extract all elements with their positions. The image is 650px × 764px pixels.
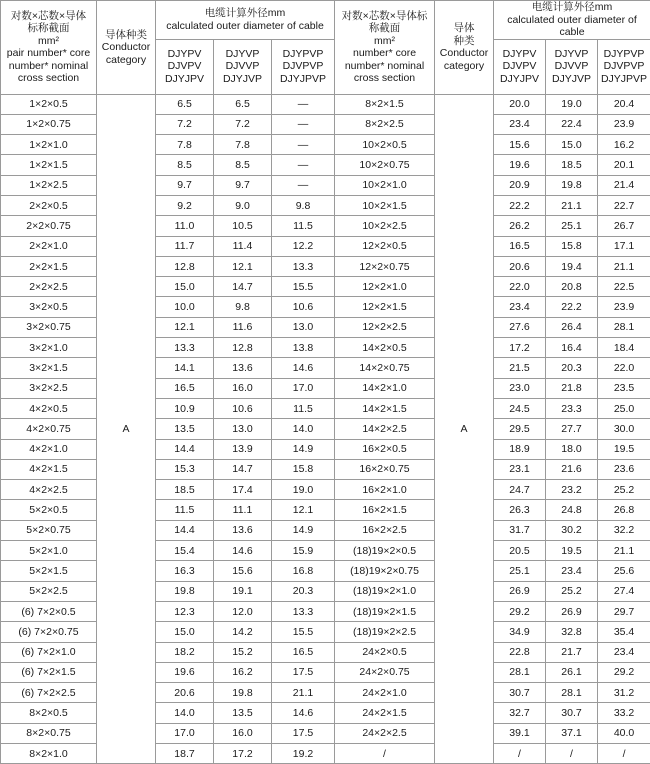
right-djypvp-cell: 29.2 bbox=[598, 662, 650, 682]
left-djypv-cell: 14.4 bbox=[156, 439, 214, 459]
left-djypvp-cell: 15.5 bbox=[272, 622, 335, 642]
right-djypv-cell: 26.2 bbox=[494, 216, 546, 236]
left-djyvp-cell: 16.0 bbox=[214, 723, 272, 743]
right-size-cell: 24×2×1.0 bbox=[335, 683, 435, 703]
left-djypv-cell: 11.5 bbox=[156, 500, 214, 520]
left-djyvp-cell: 8.5 bbox=[214, 155, 272, 175]
left-size-cell: 1×2×2.5 bbox=[1, 175, 97, 195]
left-djypv-cell: 18.5 bbox=[156, 480, 214, 500]
left-djyvp-cell: 14.2 bbox=[214, 622, 272, 642]
right-djypvp-cell: 18.4 bbox=[598, 338, 650, 358]
left-djypvp-cell: — bbox=[272, 114, 335, 134]
left-djyvp-cell: 10.6 bbox=[214, 398, 272, 418]
left-djyvp-cell: 13.0 bbox=[214, 419, 272, 439]
right-djypvp-cell: 23.4 bbox=[598, 642, 650, 662]
left-djypv-cell: 18.2 bbox=[156, 642, 214, 662]
right-djypv-cell: 16.5 bbox=[494, 236, 546, 256]
left-size-cell: 3×2×0.75 bbox=[1, 317, 97, 337]
left-djypvp-cell: 17.0 bbox=[272, 378, 335, 398]
left-size-cell: 4×2×0.5 bbox=[1, 398, 97, 418]
right-djyvp-cell: 30.7 bbox=[546, 703, 598, 723]
right-djyvp-cell: 30.2 bbox=[546, 520, 598, 540]
right-size-cell: 12×2×1.0 bbox=[335, 277, 435, 297]
right-djypv-cell: 32.7 bbox=[494, 703, 546, 723]
right-djypv-cell: 20.0 bbox=[494, 94, 546, 114]
right-djypv-cell: 30.7 bbox=[494, 683, 546, 703]
left-djypv-cell: 11.0 bbox=[156, 216, 214, 236]
right-djypvp-cell: 23.6 bbox=[598, 459, 650, 479]
right-size-cell: 16×2×1.0 bbox=[335, 480, 435, 500]
left-size-cell: 4×2×2.5 bbox=[1, 480, 97, 500]
right-djyvp-cell: 23.3 bbox=[546, 398, 598, 418]
right-djypv-cell: 25.1 bbox=[494, 561, 546, 581]
left-djypv-cell: 16.3 bbox=[156, 561, 214, 581]
diameter-header-left: 电缆计算外径mm calculated outer diameter of cable bbox=[156, 1, 335, 40]
left-djypvp-cell: 16.8 bbox=[272, 561, 335, 581]
left-size-cell: (6) 7×2×0.5 bbox=[1, 601, 97, 621]
left-djyvp-cell: 17.4 bbox=[214, 480, 272, 500]
left-djyvp-cell: 12.1 bbox=[214, 256, 272, 276]
left-size-cell: 5×2×0.75 bbox=[1, 520, 97, 540]
right-size-cell: / bbox=[335, 744, 435, 764]
type-group-right-3: DJYPVP DJVPVP DJYJPVP bbox=[598, 39, 650, 94]
right-size-cell: (18)19×2×0.75 bbox=[335, 561, 435, 581]
right-djypvp-cell: 26.8 bbox=[598, 500, 650, 520]
left-djypvp-cell: 10.6 bbox=[272, 297, 335, 317]
right-size-cell: 16×2×2.5 bbox=[335, 520, 435, 540]
right-djypvp-cell: 16.2 bbox=[598, 135, 650, 155]
left-size-cell: 1×2×1.5 bbox=[1, 155, 97, 175]
right-djyvp-cell: 25.2 bbox=[546, 581, 598, 601]
right-djypv-cell: 39.1 bbox=[494, 723, 546, 743]
left-djypvp-cell: 14.6 bbox=[272, 703, 335, 723]
right-djyvp-cell: 20.8 bbox=[546, 277, 598, 297]
right-djypvp-cell: 31.2 bbox=[598, 683, 650, 703]
right-djyvp-cell: 26.1 bbox=[546, 662, 598, 682]
left-djypv-cell: 12.8 bbox=[156, 256, 214, 276]
right-djyvp-cell: 16.4 bbox=[546, 338, 598, 358]
left-size-cell: 3×2×1.5 bbox=[1, 358, 97, 378]
left-djypvp-cell: 12.2 bbox=[272, 236, 335, 256]
right-djyvp-cell: 37.1 bbox=[546, 723, 598, 743]
left-djyvp-cell: 7.8 bbox=[214, 135, 272, 155]
left-djyvp-cell: 14.7 bbox=[214, 277, 272, 297]
right-size-cell: 10×2×2.5 bbox=[335, 216, 435, 236]
right-djypv-cell: / bbox=[494, 744, 546, 764]
right-djypv-cell: 20.6 bbox=[494, 256, 546, 276]
right-djyvp-cell: 19.0 bbox=[546, 94, 598, 114]
left-djypvp-cell: 13.0 bbox=[272, 317, 335, 337]
left-djypv-cell: 14.0 bbox=[156, 703, 214, 723]
left-djyvp-cell: 13.6 bbox=[214, 358, 272, 378]
right-djyvp-cell: 25.1 bbox=[546, 216, 598, 236]
right-djyvp-cell: 20.3 bbox=[546, 358, 598, 378]
left-djyvp-cell: 12.8 bbox=[214, 338, 272, 358]
left-djypv-cell: 19.8 bbox=[156, 581, 214, 601]
right-djypv-cell: 18.9 bbox=[494, 439, 546, 459]
right-djypvp-cell: / bbox=[598, 744, 650, 764]
right-djypvp-cell: 21.4 bbox=[598, 175, 650, 195]
right-djypvp-cell: 25.6 bbox=[598, 561, 650, 581]
right-djyvp-cell: 28.1 bbox=[546, 683, 598, 703]
left-djypv-cell: 6.5 bbox=[156, 94, 214, 114]
right-djypv-cell: 29.2 bbox=[494, 601, 546, 621]
right-djyvp-cell: 15.0 bbox=[546, 135, 598, 155]
right-djypvp-cell: 20.4 bbox=[598, 94, 650, 114]
left-size-cell: 5×2×1.5 bbox=[1, 561, 97, 581]
left-djypv-cell: 10.9 bbox=[156, 398, 214, 418]
right-size-cell: (18)19×2×2.5 bbox=[335, 622, 435, 642]
right-djypvp-cell: 26.7 bbox=[598, 216, 650, 236]
left-size-cell: 1×2×0.5 bbox=[1, 94, 97, 114]
right-djyvp-cell: 27.7 bbox=[546, 419, 598, 439]
right-djypvp-cell: 33.2 bbox=[598, 703, 650, 723]
left-djypv-cell: 7.8 bbox=[156, 135, 214, 155]
left-djypv-cell: 9.2 bbox=[156, 195, 214, 215]
diameter-header-right: 电缆计算外径mm calculated outer diameter of cable bbox=[494, 1, 650, 40]
left-size-cell: (6) 7×2×2.5 bbox=[1, 683, 97, 703]
left-djyvp-cell: 12.0 bbox=[214, 601, 272, 621]
left-djypv-cell: 16.5 bbox=[156, 378, 214, 398]
left-djypv-cell: 7.2 bbox=[156, 114, 214, 134]
left-djyvp-cell: 14.7 bbox=[214, 459, 272, 479]
left-djypvp-cell: 14.6 bbox=[272, 358, 335, 378]
type-group-right-1: DJYPV DJVPV DJYJPV bbox=[494, 39, 546, 94]
right-djypv-cell: 21.5 bbox=[494, 358, 546, 378]
left-size-cell: 5×2×1.0 bbox=[1, 541, 97, 561]
category-cell-right: A bbox=[435, 94, 494, 764]
left-djypv-cell: 14.1 bbox=[156, 358, 214, 378]
right-djypv-cell: 24.7 bbox=[494, 480, 546, 500]
right-djyvp-cell: 19.4 bbox=[546, 256, 598, 276]
type-group-left-1: DJYPV DJVPV DJYJPV bbox=[156, 39, 214, 94]
left-djypvp-cell: 20.3 bbox=[272, 581, 335, 601]
right-djypvp-cell: 23.9 bbox=[598, 114, 650, 134]
left-djyvp-cell: 19.8 bbox=[214, 683, 272, 703]
right-djypvp-cell: 21.1 bbox=[598, 541, 650, 561]
left-djypvp-cell: 19.0 bbox=[272, 480, 335, 500]
left-djypvp-cell: 17.5 bbox=[272, 723, 335, 743]
table-row bbox=[1, 94, 650, 114]
right-djyvp-cell: 32.8 bbox=[546, 622, 598, 642]
left-djypvp-cell: — bbox=[272, 155, 335, 175]
left-djypvp-cell: 15.9 bbox=[272, 541, 335, 561]
left-djypvp-cell: 13.3 bbox=[272, 256, 335, 276]
left-djyvp-cell: 15.2 bbox=[214, 642, 272, 662]
right-djyvp-cell: 23.2 bbox=[546, 480, 598, 500]
left-size-cell: 2×2×0.5 bbox=[1, 195, 97, 215]
right-size-cell: 24×2×0.75 bbox=[335, 662, 435, 682]
right-size-cell: (18)19×2×0.5 bbox=[335, 541, 435, 561]
left-size-cell: (6) 7×2×1.5 bbox=[1, 662, 97, 682]
right-size-cell: 16×2×0.75 bbox=[335, 459, 435, 479]
left-size-cell: 3×2×0.5 bbox=[1, 297, 97, 317]
left-djypvp-cell: 13.3 bbox=[272, 601, 335, 621]
right-djypv-cell: 28.1 bbox=[494, 662, 546, 682]
right-djypvp-cell: 22.5 bbox=[598, 277, 650, 297]
left-djypv-cell: 17.0 bbox=[156, 723, 214, 743]
left-djypv-cell: 8.5 bbox=[156, 155, 214, 175]
right-djyvp-cell: 18.5 bbox=[546, 155, 598, 175]
left-djyvp-cell: 14.6 bbox=[214, 541, 272, 561]
category-cell-left: A bbox=[97, 94, 156, 764]
left-djyvp-cell: 10.5 bbox=[214, 216, 272, 236]
left-size-cell: (6) 7×2×0.75 bbox=[1, 622, 97, 642]
right-djypvp-cell: 28.1 bbox=[598, 317, 650, 337]
left-djypvp-cell: 9.8 bbox=[272, 195, 335, 215]
left-size-cell: 1×2×0.75 bbox=[1, 114, 97, 134]
left-djyvp-cell: 6.5 bbox=[214, 94, 272, 114]
right-size-cell: 14×2×1.0 bbox=[335, 378, 435, 398]
left-djypvp-cell: 14.9 bbox=[272, 520, 335, 540]
left-djyvp-cell: 11.4 bbox=[214, 236, 272, 256]
right-size-cell: (18)19×2×1.0 bbox=[335, 581, 435, 601]
right-size-cell: 16×2×1.5 bbox=[335, 500, 435, 520]
right-djyvp-cell: 26.4 bbox=[546, 317, 598, 337]
left-djypv-cell: 12.3 bbox=[156, 601, 214, 621]
right-size-cell: 12×2×0.75 bbox=[335, 256, 435, 276]
left-djypv-cell: 11.7 bbox=[156, 236, 214, 256]
right-djypvp-cell: 23.9 bbox=[598, 297, 650, 317]
left-djypv-cell: 14.4 bbox=[156, 520, 214, 540]
left-djypv-cell: 15.3 bbox=[156, 459, 214, 479]
right-djypvp-cell: 25.2 bbox=[598, 480, 650, 500]
right-djypv-cell: 22.8 bbox=[494, 642, 546, 662]
left-djyvp-cell: 11.1 bbox=[214, 500, 272, 520]
right-djyvp-cell: 21.8 bbox=[546, 378, 598, 398]
right-djypvp-cell: 40.0 bbox=[598, 723, 650, 743]
left-djyvp-cell: 16.2 bbox=[214, 662, 272, 682]
right-size-cell: 8×2×2.5 bbox=[335, 114, 435, 134]
left-djyvp-cell: 11.6 bbox=[214, 317, 272, 337]
right-size-cell: 8×2×1.5 bbox=[335, 94, 435, 114]
right-djyvp-cell: 23.4 bbox=[546, 561, 598, 581]
right-djypv-cell: 23.4 bbox=[494, 297, 546, 317]
right-djypv-cell: 15.6 bbox=[494, 135, 546, 155]
right-djyvp-cell: 15.8 bbox=[546, 236, 598, 256]
left-djypvp-cell: 11.5 bbox=[272, 216, 335, 236]
left-size-cell: 8×2×1.0 bbox=[1, 744, 97, 764]
left-size-cell: 4×2×1.5 bbox=[1, 459, 97, 479]
right-djypv-cell: 17.2 bbox=[494, 338, 546, 358]
right-djypvp-cell: 17.1 bbox=[598, 236, 650, 256]
left-djypv-cell: 10.0 bbox=[156, 297, 214, 317]
left-djypv-cell: 18.7 bbox=[156, 744, 214, 764]
right-djyvp-cell: 21.1 bbox=[546, 195, 598, 215]
left-djypvp-cell: — bbox=[272, 94, 335, 114]
left-size-cell: 2×2×1.5 bbox=[1, 256, 97, 276]
right-size-cell: 10×2×1.0 bbox=[335, 175, 435, 195]
left-djyvp-cell: 13.6 bbox=[214, 520, 272, 540]
left-djypv-cell: 15.4 bbox=[156, 541, 214, 561]
right-djypv-cell: 22.2 bbox=[494, 195, 546, 215]
right-djypv-cell: 23.0 bbox=[494, 378, 546, 398]
type-group-right-2: DJYVP DJVVP DJYJVP bbox=[546, 39, 598, 94]
left-djypvp-cell: 12.1 bbox=[272, 500, 335, 520]
left-size-cell: 4×2×1.0 bbox=[1, 439, 97, 459]
right-size-cell: 24×2×0.5 bbox=[335, 642, 435, 662]
left-djyvp-cell: 9.7 bbox=[214, 175, 272, 195]
left-djypv-cell: 15.0 bbox=[156, 277, 214, 297]
right-djyvp-cell: 21.7 bbox=[546, 642, 598, 662]
right-djypvp-cell: 22.0 bbox=[598, 358, 650, 378]
right-size-cell: (18)19×2×1.5 bbox=[335, 601, 435, 621]
left-djypv-cell: 19.6 bbox=[156, 662, 214, 682]
right-djypvp-cell: 22.7 bbox=[598, 195, 650, 215]
left-size-cell: (6) 7×2×1.0 bbox=[1, 642, 97, 662]
left-size-cell: 3×2×2.5 bbox=[1, 378, 97, 398]
right-djypv-cell: 20.5 bbox=[494, 541, 546, 561]
right-djypv-cell: 23.1 bbox=[494, 459, 546, 479]
right-djypvp-cell: 29.7 bbox=[598, 601, 650, 621]
right-size-cell: 12×2×1.5 bbox=[335, 297, 435, 317]
category-header-right: 导体 种类 Conductor category bbox=[435, 1, 494, 95]
type-group-left-2: DJYVP DJVVP DJYJVP bbox=[214, 39, 272, 94]
right-djypvp-cell: 32.2 bbox=[598, 520, 650, 540]
left-size-cell: 8×2×0.5 bbox=[1, 703, 97, 723]
right-djyvp-cell: 19.8 bbox=[546, 175, 598, 195]
left-djypvp-cell: 15.8 bbox=[272, 459, 335, 479]
left-size-cell: 5×2×2.5 bbox=[1, 581, 97, 601]
right-djypvp-cell: 27.4 bbox=[598, 581, 650, 601]
left-djypvp-cell: — bbox=[272, 135, 335, 155]
left-djyvp-cell: 13.5 bbox=[214, 703, 272, 723]
right-djypv-cell: 26.3 bbox=[494, 500, 546, 520]
right-djypv-cell: 26.9 bbox=[494, 581, 546, 601]
left-djyvp-cell: 7.2 bbox=[214, 114, 272, 134]
left-djypv-cell: 13.3 bbox=[156, 338, 214, 358]
size-header-right: 对数×芯数×导体标 称截面 mm² number* core number* nominal cross section bbox=[335, 1, 435, 95]
left-djypv-cell: 20.6 bbox=[156, 683, 214, 703]
type-group-left-3: DJYPVP DJVPVP DJYJPVP bbox=[272, 39, 335, 94]
left-djyvp-cell: 16.0 bbox=[214, 378, 272, 398]
left-size-cell: 8×2×0.75 bbox=[1, 723, 97, 743]
right-size-cell: 14×2×0.5 bbox=[335, 338, 435, 358]
right-djyvp-cell: 22.2 bbox=[546, 297, 598, 317]
size-header-left: 对数×芯数×导体 标称截面 mm² pair number* core number* nominal cross section bbox=[1, 1, 97, 95]
left-size-cell: 2×2×0.75 bbox=[1, 216, 97, 236]
right-djyvp-cell: 21.6 bbox=[546, 459, 598, 479]
left-djypvp-cell: 15.5 bbox=[272, 277, 335, 297]
right-djypv-cell: 34.9 bbox=[494, 622, 546, 642]
right-size-cell: 14×2×0.75 bbox=[335, 358, 435, 378]
right-djypv-cell: 19.6 bbox=[494, 155, 546, 175]
table-body bbox=[1, 94, 650, 764]
left-djypvp-cell: 17.5 bbox=[272, 662, 335, 682]
left-size-cell: 3×2×1.0 bbox=[1, 338, 97, 358]
right-djypv-cell: 22.0 bbox=[494, 277, 546, 297]
left-djypv-cell: 12.1 bbox=[156, 317, 214, 337]
right-size-cell: 24×2×2.5 bbox=[335, 723, 435, 743]
left-djypvp-cell: 11.5 bbox=[272, 398, 335, 418]
right-djypv-cell: 31.7 bbox=[494, 520, 546, 540]
right-djyvp-cell: 22.4 bbox=[546, 114, 598, 134]
left-djypv-cell: 9.7 bbox=[156, 175, 214, 195]
right-size-cell: 24×2×1.5 bbox=[335, 703, 435, 723]
right-djypv-cell: 24.5 bbox=[494, 398, 546, 418]
left-size-cell: 5×2×0.5 bbox=[1, 500, 97, 520]
left-djyvp-cell: 17.2 bbox=[214, 744, 272, 764]
right-size-cell: 16×2×0.5 bbox=[335, 439, 435, 459]
right-size-cell: 12×2×2.5 bbox=[335, 317, 435, 337]
right-djypvp-cell: 19.5 bbox=[598, 439, 650, 459]
left-djypvp-cell: 14.0 bbox=[272, 419, 335, 439]
right-size-cell: 12×2×0.5 bbox=[335, 236, 435, 256]
right-djypv-cell: 20.9 bbox=[494, 175, 546, 195]
right-size-cell: 14×2×1.5 bbox=[335, 398, 435, 418]
right-djyvp-cell: / bbox=[546, 744, 598, 764]
right-djypvp-cell: 30.0 bbox=[598, 419, 650, 439]
right-size-cell: 10×2×1.5 bbox=[335, 195, 435, 215]
left-djypv-cell: 15.0 bbox=[156, 622, 214, 642]
left-djypvp-cell: 21.1 bbox=[272, 683, 335, 703]
right-djyvp-cell: 26.9 bbox=[546, 601, 598, 621]
right-djypv-cell: 23.4 bbox=[494, 114, 546, 134]
category-header-left: 导体种类 Conductor category bbox=[97, 1, 156, 95]
left-djypvp-cell: 13.8 bbox=[272, 338, 335, 358]
right-djyvp-cell: 18.0 bbox=[546, 439, 598, 459]
left-djyvp-cell: 9.8 bbox=[214, 297, 272, 317]
left-size-cell: 1×2×1.0 bbox=[1, 135, 97, 155]
left-size-cell: 2×2×1.0 bbox=[1, 236, 97, 256]
left-djyvp-cell: 13.9 bbox=[214, 439, 272, 459]
right-size-cell: 10×2×0.5 bbox=[335, 135, 435, 155]
right-size-cell: 14×2×2.5 bbox=[335, 419, 435, 439]
right-djypv-cell: 29.5 bbox=[494, 419, 546, 439]
left-djypv-cell: 13.5 bbox=[156, 419, 214, 439]
right-djypvp-cell: 35.4 bbox=[598, 622, 650, 642]
right-djypvp-cell: 25.0 bbox=[598, 398, 650, 418]
right-djyvp-cell: 24.8 bbox=[546, 500, 598, 520]
left-size-cell: 2×2×2.5 bbox=[1, 277, 97, 297]
left-djyvp-cell: 19.1 bbox=[214, 581, 272, 601]
left-djypvp-cell: 14.9 bbox=[272, 439, 335, 459]
right-djypvp-cell: 23.5 bbox=[598, 378, 650, 398]
right-djypv-cell: 27.6 bbox=[494, 317, 546, 337]
left-djypvp-cell: 16.5 bbox=[272, 642, 335, 662]
right-djypvp-cell: 21.1 bbox=[598, 256, 650, 276]
left-djyvp-cell: 15.6 bbox=[214, 561, 272, 581]
left-djyvp-cell: 9.0 bbox=[214, 195, 272, 215]
right-size-cell: 10×2×0.75 bbox=[335, 155, 435, 175]
left-djypvp-cell: 19.2 bbox=[272, 744, 335, 764]
left-djypvp-cell: — bbox=[272, 175, 335, 195]
right-djypvp-cell: 20.1 bbox=[598, 155, 650, 175]
right-djyvp-cell: 19.5 bbox=[546, 541, 598, 561]
left-size-cell: 4×2×0.75 bbox=[1, 419, 97, 439]
